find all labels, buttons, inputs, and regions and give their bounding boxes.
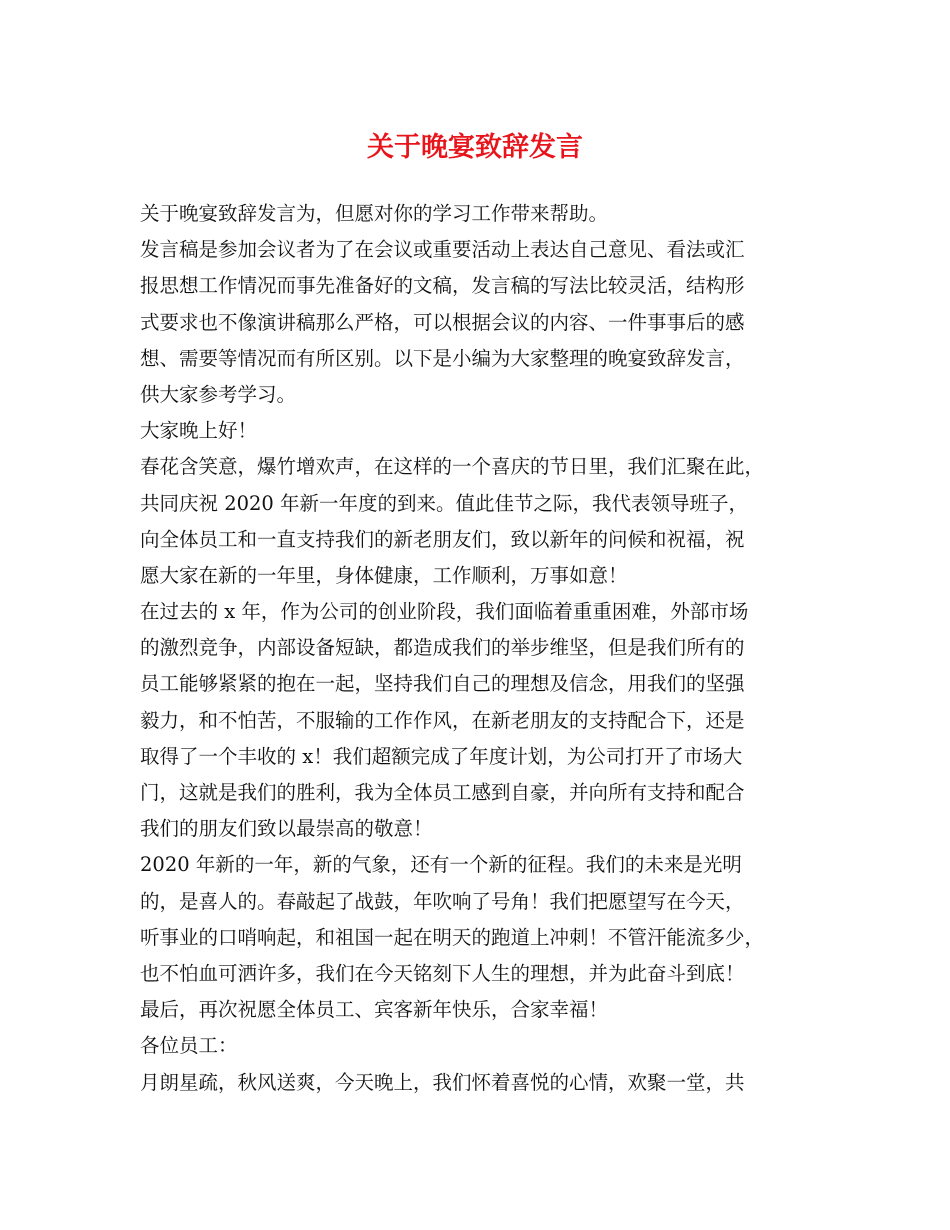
- paragraph-line: 想、需要等情况而有所区别。以下是小编为大家整理的晚宴致辞发言，: [140, 346, 745, 370]
- paragraph-line: 取得了一个丰收的 x！我们超额完成了年度计划，为公司打开了市场大: [140, 744, 743, 768]
- paragraph-line: 供大家参考学习。: [140, 382, 297, 406]
- paragraph-line: 的，是喜人的。春敲起了战鼓，年吹响了号角！我们把愿望写在今天，: [140, 889, 745, 913]
- paragraph-line: 式要求也不像演讲稿那么严格，可以根据会议的内容、一件事事后的感: [140, 310, 745, 334]
- paragraph-line: 向全体员工和一直支持我们的新老朋友们，致以新年的问候和祝福，祝: [140, 527, 745, 551]
- paragraph-line: 关于晚宴致辞发言为，但愿对你的学习工作带来帮助。: [140, 202, 609, 225]
- paragraph-line: 月朗星疏，秋风送爽，今天晚上，我们怀着喜悦的心情，欢聚一堂，共: [140, 1070, 745, 1094]
- paragraph-line: 共同庆祝 2020 年新一年度的到来。值此佳节之际，我代表领导班子，: [140, 491, 749, 515]
- paragraph-line: 2020 年新的一年，新的气象，还有一个新的征程。我们的未来是光明: [140, 853, 742, 877]
- document-body: [140, 196, 820, 1101]
- paragraph-line: 愿大家在新的一年里，身体健康，工作顺利，万事如意！: [140, 563, 628, 587]
- salutation-line: 各位员工：: [140, 1034, 238, 1058]
- paragraph-line: 门，这就是我们的胜利，我为全体员工感到自豪，并向所有支持和配合: [140, 781, 745, 804]
- paragraph-line: 员工能够紧紧的抱在一起，坚持我们自己的理想及信念，用我们的坚强: [140, 672, 745, 696]
- paragraph-line: 春花含笑意，爆竹增欢声，在这样的一个喜庆的节日里，我们汇聚在此，: [140, 455, 765, 479]
- paragraph-line: 发言稿是参加会议者为了在会议或重要活动上表达自己意见、看法或汇: [140, 238, 745, 262]
- greeting-line: 大家晚上好！: [140, 419, 258, 443]
- paragraph-line: 的激烈竞争，内部设备短缺，都造成我们的举步维坚，但是我们所有的: [140, 636, 745, 660]
- paragraph-line: 最后，再次祝愿全体员工、宾客新年快乐，合家幸福！: [140, 998, 609, 1022]
- paragraph-line: 听事业的口哨响起，和祖国一起在明天的跑道上冲刺！不管汗能流多少，: [140, 925, 765, 949]
- paragraph-line: 报思想工作情况而事先准备好的文稿，发言稿的写法比较灵活，结构形: [140, 274, 745, 298]
- paragraph-line: 我们的朋友们致以最崇高的敬意！: [140, 817, 433, 841]
- paragraph-line: 在过去的 x 年，作为公司的创业阶段，我们面临着重重困难，外部市场: [140, 600, 749, 624]
- paragraph-line: 也不怕血可洒许多，我们在今天铭刻下人生的理想，并为此奋斗到底！: [140, 961, 745, 985]
- paragraph-line: 毅力，和不怕苦，不服输的工作作风，在新老朋友的支持配合下，还是: [140, 708, 745, 732]
- document-title: 关于晚宴致辞发言: [367, 132, 583, 163]
